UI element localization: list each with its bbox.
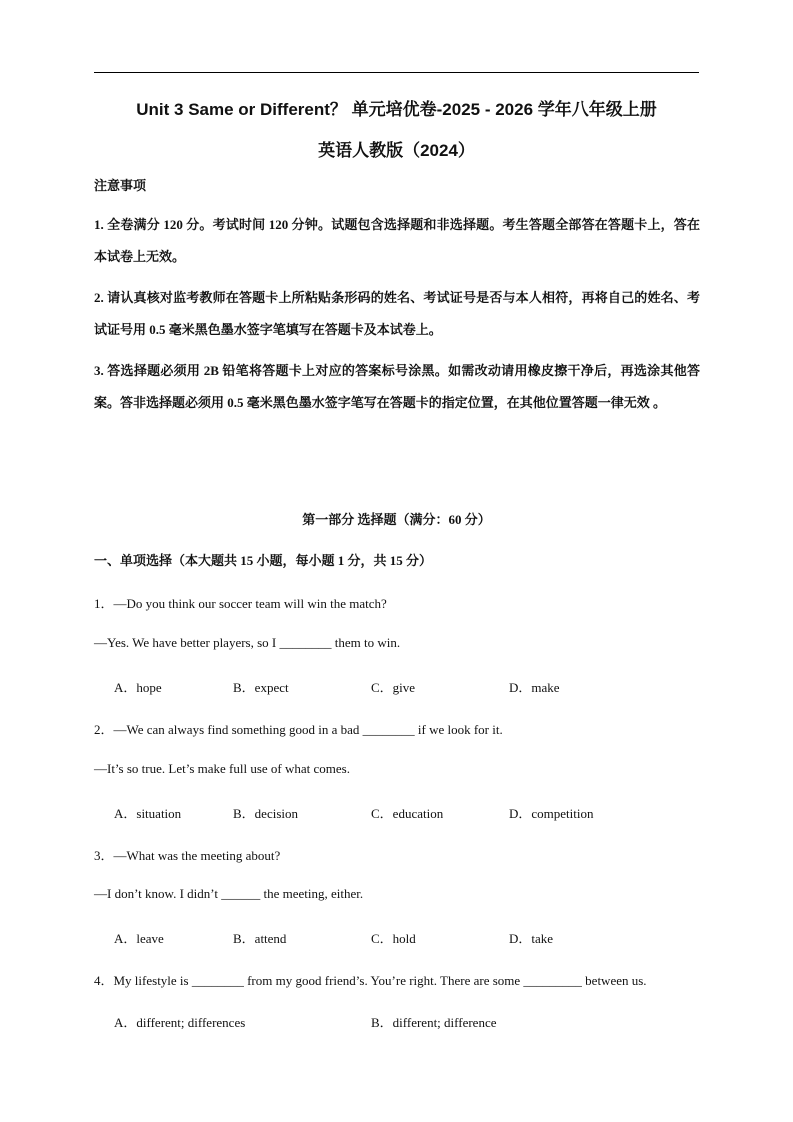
option-b: B．decision bbox=[233, 806, 298, 821]
question-1-stem: 1．—Do you think our soccer team will win the match? bbox=[94, 596, 387, 611]
question-2-reply: —It’s so true. Let’s make full use of what comes. bbox=[94, 761, 350, 776]
question-3-stem: 3．—What was the meeting about? bbox=[94, 848, 281, 863]
question-4-stem: 4．My lifestyle is ________ from my good friend’s. You’re right. There are some _________ between us. bbox=[94, 973, 647, 988]
option-c: C．give bbox=[371, 680, 416, 695]
option-d: D．make bbox=[509, 680, 560, 695]
option-a: A．situation bbox=[114, 806, 182, 821]
option-b: B．different; difference bbox=[371, 1015, 497, 1030]
header-rule bbox=[94, 72, 699, 73]
option-d: D．competition bbox=[509, 806, 594, 821]
section-heading: 一、单项选择（本大题共 15 小题，每小题 1 分，共 15 分） bbox=[94, 553, 433, 568]
question-2-options bbox=[114, 803, 714, 823]
option-a: A．hope bbox=[114, 680, 162, 695]
note-item-3: 3. 答选择题必须用 2B 铅笔将答题卡上对应的答案标号涂黑。如需改动请用橡皮擦干净后，再选涂其他答案。答非选择题必须用 0.5 毫米黑色墨水签字笔写在答题卡的指定位置，在其他位置答题一律无效 。 bbox=[94, 363, 700, 410]
option-a: A．leave bbox=[114, 931, 164, 946]
question-2-stem: 2．—We can always find something good in a bad ________ if we look for it. bbox=[94, 722, 503, 737]
note-item-1: 1. 全卷满分 120 分。考试时间 120 分钟。试题包含选择题和非选择题。考生答题全部答在答题卡上，答在本试卷上无效。 bbox=[94, 217, 700, 264]
option-b: B．attend bbox=[233, 931, 287, 946]
option-c: C．education bbox=[371, 806, 444, 821]
option-d: D．take bbox=[509, 931, 554, 946]
question-1-reply: —Yes. We have better players, so I ________ them to win. bbox=[94, 635, 401, 650]
option-c: C．hold bbox=[371, 931, 416, 946]
paper-title-line-2: 英语人教版（2024） bbox=[318, 141, 475, 160]
question-3-options bbox=[114, 928, 714, 948]
question-3-reply: —I don’t know. I didn’t ______ the meeting, either. bbox=[94, 886, 364, 901]
question-1-options bbox=[114, 677, 714, 697]
question-4-options bbox=[114, 1012, 714, 1032]
option-b: B．expect bbox=[233, 680, 289, 695]
option-a: A．different; differences bbox=[114, 1015, 246, 1030]
paper-title-line-1: Unit 3 Same or Different？ 单元培优卷-2025 - 2026 学年八年级上册 bbox=[136, 100, 657, 119]
part-one-heading: 第一部分 选择题（满分：60 分） bbox=[302, 512, 491, 527]
note-item-2: 2. 请认真核对监考教师在答题卡上所粘贴条形码的姓名、考试证号是否与本人相符，再将自己的姓名、考试证号用 0.5 毫米黑色墨水签字笔填写在答题卡及本试卷上。 bbox=[94, 290, 700, 337]
notes-heading: 注意事项 bbox=[94, 178, 147, 193]
